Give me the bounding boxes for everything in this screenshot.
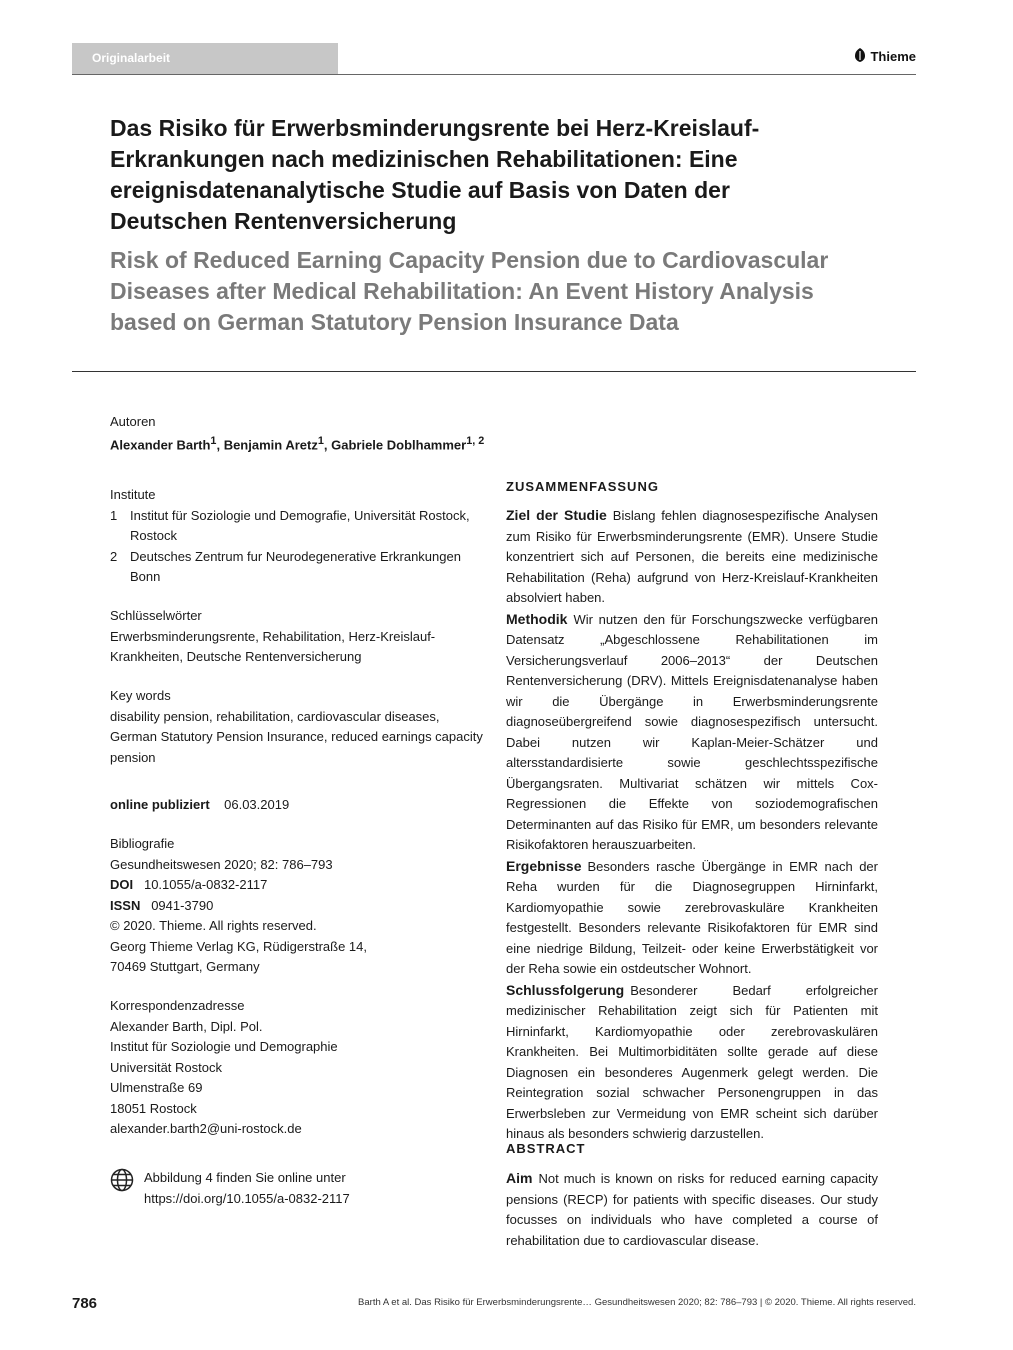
publisher-city: 70469 Stuttgart, Germany [110, 959, 260, 974]
publisher-address: Georg Thieme Verlag KG, Rüdigerstraße 14, [110, 938, 367, 954]
abstract-paragraph [506, 980, 878, 1145]
author-separator: , [216, 437, 224, 453]
institute-item [110, 506, 490, 547]
doi-value[interactable]: 10.1055/a-0832-2117 [143, 877, 268, 892]
rights-statement: © 2020. Thieme. All rights reserved. [110, 918, 317, 933]
author-name: Benjamin Aretz [223, 437, 318, 453]
issn-label: ISSN [110, 897, 141, 913]
footer-citation: Barth A et al. Das Risiko für Erwerbsminderungsrente… Gesundheitswesen 2020; 82: 786–793 | © 2020. Thieme. All rights reserved. [358, 1297, 916, 1308]
bibliography-block [110, 834, 490, 978]
institute-text: Institut für Soziologie und Demografie, Universität Rostock, Rostock [130, 507, 470, 543]
keywords-german-text: Erwerbsminderungsrente, Rehabilitation, Herz-Kreislauf-Krankheiten, Deutsche Rentenversicherung [110, 628, 436, 664]
institute-text: Deutsches Zentrum fur Neurodegenerative Erkrankungen Bonn [130, 548, 461, 584]
keywords-german-block [110, 606, 490, 668]
abstract-paragraph [506, 1168, 878, 1251]
author-name: Gabriele Doblhammer [331, 437, 467, 453]
author-affiliation: 1 [210, 435, 217, 447]
publisher-logo [854, 48, 916, 65]
title-english: Risk of Reduced Earning Capacity Pension due to Cardiovascular Diseases after Medical Rehabilitation: An Event History Analysis based on German Statutory Pension Insurance Data [110, 247, 829, 335]
correspondence-line: Universität Rostock [110, 1059, 222, 1075]
online-supplement-text: Abbildung 4 finden Sie online unter https://doi.org/10.1055/a-0832-2117 [144, 1170, 350, 1206]
zusammenfassung-heading: ZUSAMMENFASSUNG [506, 479, 659, 494]
online-published-date: 06.03.2019 [224, 797, 290, 812]
issn-row [110, 896, 490, 917]
correspondence-email[interactable]: alexander.barth2@uni-rostock.de [110, 1121, 302, 1136]
paragraph-lead: Ergebnisse [506, 857, 582, 874]
keywords-german-label: Schlüsselwörter [110, 608, 202, 623]
correspondence-line: 18051 Rostock [110, 1100, 197, 1116]
online-published [110, 795, 289, 816]
doi-label: DOI [110, 877, 134, 892]
institute-number: 2 [110, 548, 118, 564]
correspondence-label: Korrespondenzadresse [110, 998, 245, 1013]
keywords-english-label: Key words [110, 688, 171, 703]
paragraph-lead: Aim [506, 1170, 533, 1186]
paragraph-text: Bislang fehlen diagnosespezifische Analysen zum Risiko für Erwerbsminderungsrente (EMR). Unsere Studie konzentriert sich auf Personen, die bereits eine medizinische Rehabilitation (Reha) aufgrund von Herz-Kreislauf-Krankheiten absolviert haben. [506, 508, 878, 605]
institute-item [110, 547, 490, 588]
title-german: Das Risiko für Erwerbsminderungsrente bei Herz-Kreislauf-Erkrankungen nach medizinischen Rehabilitationen: Eine ereignisdatenanalytische Studie auf Basis von Daten der Deutschen Rentenversicherung [110, 115, 760, 234]
correspondence-line: Alexander Barth, Dipl. Pol. [110, 1018, 263, 1034]
keywords-english-block [110, 686, 490, 768]
authors-label: Autoren [110, 414, 156, 429]
paragraph-lead: Methodik [506, 610, 568, 627]
abstract-body [506, 1168, 878, 1251]
paragraph-lead: Schlussfolgerung [506, 981, 625, 998]
online-published-label: online publiziert [110, 797, 210, 812]
author-affiliation: 1 [317, 435, 324, 447]
institute-number: 1 [110, 507, 118, 523]
paragraph-text: Besonders rasche Übergänge in EMR nach der Reha wurden für die Diagnosegruppen Hirninfarkt, Kardiomyopathie sowie zerebrovaskuläre Krankheiten festgestellt. Besonders relevante Risikofaktoren für EMR sind eine niedrige Bildung, Teilzeit- oder keine Erwerbstätigkeit vor der Reha sowie ein ostdeutscher Wohnort. [506, 858, 878, 976]
title-divider [72, 371, 916, 372]
zusammenfassung-body [506, 505, 878, 1145]
paragraph-lead: Ziel der Studie [506, 507, 607, 523]
doi-row [110, 875, 490, 896]
author-affiliation: 1, 2 [466, 435, 485, 447]
author-name: Alexander Barth [110, 437, 211, 453]
correspondence-line: Institut für Soziologie und Demographie [110, 1039, 338, 1054]
publisher-name: Thieme [870, 49, 916, 64]
paragraph-text: Besonderer Bedarf erfolgreicher medizinischer Rehabilitation zeigt sich für Patienten mit Hirninfarkt, Kardiomyopathie oder zerebrovaskulären Krankheiten. Bei Multimorbiditäten sollte gerade auf diese Diagnosen ein besonderes Augenmerk gelegt werden. Die Reintegration sozial schwacher Personengruppen in das Erwerbsleben zur Vermeidung von EMR scheint sich darüber hinaus als besonders schwierig darzustellen. [506, 982, 878, 1141]
institutes-block [110, 485, 490, 588]
author-separator: , [323, 437, 332, 453]
paragraph-text: Wir nutzen den für Forschungszwecke verfügbaren Datensatz „Abgeschlossene Rehabilitationen im Versicherungsverlauf 2006–2013“ der Deutschen Rentenversicherung (DRV). Mittels Ereignisdatenanalyse haben wir die Übergänge in Erwerbsminderungsrente diagnoseübergreifend sowie diagnosespezifisch untersucht. Dabei nutzen wir Kaplan-Meier-Schätzer und altersstandardisierte sowie geschlechtsspezifische Übergangsraten. Multivariat schätzen wir mittels Cox-Regressionen die Effekte von soziodemografischen Determinanten auf das Risiko für EMR, um besonders relevante Risikofaktoren herauszuarbeiten. [506, 611, 878, 852]
abstract-paragraph [506, 856, 878, 980]
correspondence-block [110, 996, 490, 1140]
abstract-heading: ABSTRACT [506, 1141, 586, 1156]
issn-value: 0941-3790 [151, 897, 214, 913]
paragraph-text: Not much is known on risks for reduced earning capacity pensions (RECP) for patients with specific diseases. Our study focusses on individuals who have completed a course of rehabilitation due to cardiovascular disease. [506, 1171, 878, 1248]
author-list [110, 431, 484, 456]
institutes-label: Institute [110, 487, 156, 502]
header-divider [72, 74, 916, 75]
thieme-logo-icon [854, 48, 866, 65]
keywords-english-text: disability pension, rehabilitation, cardiovascular diseases, German Statutory Pension Insurance, reduced earnings capacity pension [110, 708, 483, 765]
globe-icon [110, 1168, 134, 1209]
bibliography-label: Bibliografie [110, 836, 175, 851]
abstract-paragraph [506, 505, 878, 609]
page-number: 786 [72, 1295, 98, 1312]
article-type-label: Originalarbeit [92, 51, 171, 65]
correspondence-line: Ulmenstraße 69 [110, 1080, 203, 1095]
abstract-paragraph [506, 609, 878, 856]
bibliography-citation: Gesundheitswesen 2020; 82: 786–793 [110, 856, 333, 872]
online-supplement-note [110, 1168, 470, 1209]
